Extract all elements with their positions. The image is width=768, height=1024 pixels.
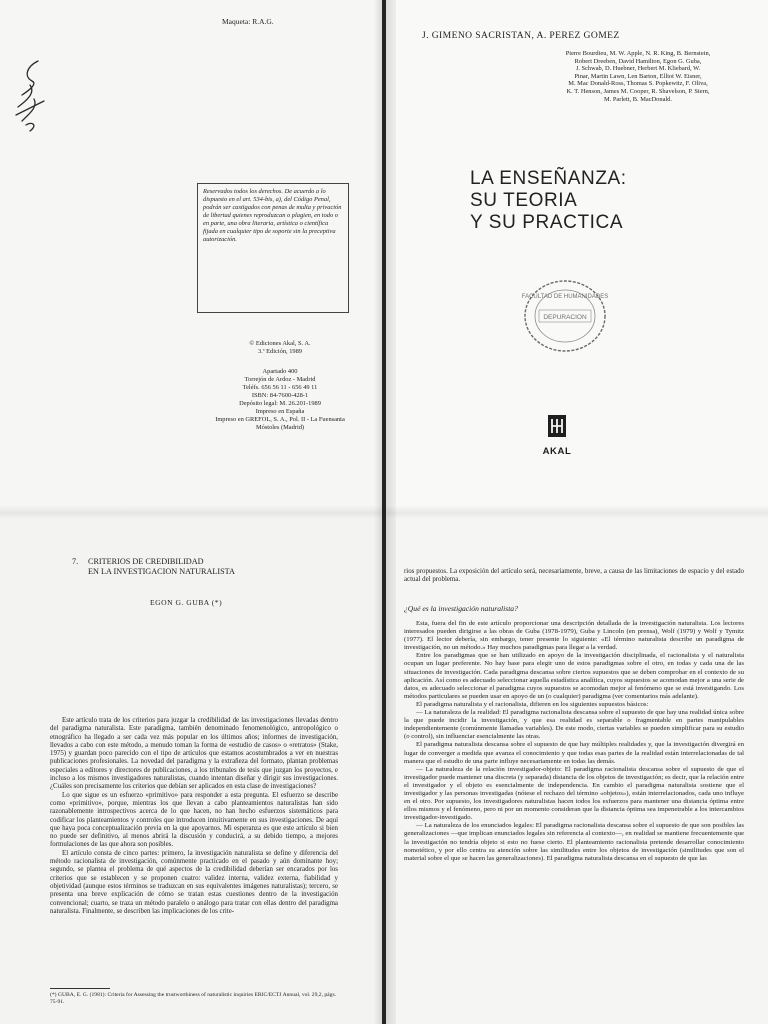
address-line: Móstoles (Madrid) (255, 424, 305, 431)
chapter-body (50, 717, 338, 916)
coauthor-line: M. Mac Donald-Ross, Thomas S. Popkewitz, F. Oliva, (568, 80, 708, 88)
maqueta-credit: Maqueta: R.A.G. (222, 17, 274, 26)
paragraph: Lo que sigue es un esfuerzo «primitivo» para responder a esta pregunta. El esfuerzo se describe como «primitivo», porque, mientras los que llevan a cabo planteamientos naturalistas han sido razonablemente introspectivos acerca de lo que hacen, no han hecho esfuerzos sistemáticos para codificar los planteamientos y controles que introducen intuitivamente en sus investigaciones. De aquí que haya poca conceptualización previa en la que apoyarnos. Mi esperanza es que este artículo si bien no puede ser definitivo, al menos abrirá la discusión y conducirá, a su debido tiempo, a mejores formulaciones de las que ahora son posibles. (50, 791, 338, 849)
stamp-top-text: FACULTAD DE HUMANIDADES (521, 294, 609, 300)
coauthor-line: Robert Dreeben, David Hamilton, Egon G. Guba, (574, 57, 702, 65)
footnote: (*) GUBA, E. G. (1981): Criteria for Assessing the trustworthiness of naturalistic inquiries ERIC/ECTJ Annual, vol. 29,2, págs. 75-91. (50, 992, 337, 1005)
coauthors-list (524, 50, 752, 103)
scan-seam-shadow (0, 505, 768, 519)
chapter-continuation-page (384, 512, 768, 1024)
footnote-divider (50, 988, 110, 989)
chapter-number: 7. (72, 557, 79, 566)
edition-line: 3.ª Edición, 1989 (257, 348, 302, 355)
title-line: Y SU PRACTICA (470, 212, 624, 233)
coauthor-line: Pierre Bourdieu, M. W. Apple, N. R. King, B. Bernstein, (565, 50, 711, 57)
isbn-line: ISBN: 84-7600-428-1 (251, 392, 309, 399)
publisher-name: AKAL (542, 446, 572, 457)
library-stamp (521, 277, 609, 355)
paragraph: Entre los paradigmas que se han utilizado en apoyo de la investigación disciplinada, el racionalista y el naturalista ocupan un lugar preferente. No hay base para elegir uno de estos paradigmas sobre el otro, en todas y cada una de las situaciones de investigación. Cada paradigma descansa sobre ciertos supuestos que se deben comprobar en el contexto de su aplicación. Así como es adecuado seleccionar aquella estadística analítica, cuyos supuestos se acomodan mejor a una serie de datos, es adecuado seleccionar el paradigma cuyos supuestos se acomodan mejor al fenómeno que se está investigando. Los métodos particulares se pueden usar en apoyo de un (o cualquier) paradigma (ver comentarios más adelante). (404, 652, 744, 700)
paragraph: — La naturaleza de los enunciados legales: El paradigma racionalista descansa sobre el supuesto de que son posibles las generalizaciones —que implican enunciados legales sin referencia al contexto—, en realidad se mantiene frecuentemente que la investigación no tendría objeto si esto no fuese cierto. El planteamiento racionalista pretende desarrollar conocimiento nomotético, y por ello centra su atención sobre las similitudes entre los objetos de investigación (similitudes que son el material sobre el que se hacen las generalizaciones). El paradigma naturalista descansa en el supuesto de que las (404, 822, 744, 862)
chapter-title-line: CRITERIOS DE CREDIBILIDAD (88, 557, 204, 566)
paragraph: — La naturaleza de la relación investigador-objeto: El paradigma racionalista descansa sobre el supuesto de que el investigador puede mantener una discreta (y separada) distancia de los objetos de investigación; es decir, que la relación entre el investigador y el objeto es esencialmente de independencia. En cambio el paradigma naturalista sostiene que el investigador y las personas investigadas (nótese el rechazo del término «objetos»), están interrelacionados, cada uno influye en el otro. Por supuesto, los investigadores naturalistas hacen todos los esfuerzos para mantener una distancia óptima entre ellos mismos y el fenómeno, pero ni por un momento consideran que la distancia óptima sea impenetrable a los intercambios investigador-investigado. (404, 765, 744, 822)
main-authors: J. GIMENO SACRISTAN, A. PEREZ GOMEZ (422, 30, 620, 41)
coauthor-line: Pinar, Martin Lawn, Len Barton, Elliot W. Eisner, (574, 72, 702, 80)
address-line: Impreso en España (255, 408, 305, 415)
printer-line: Impreso en GREFOL, S. A., Pol. II - La Fuensanta (215, 416, 345, 423)
paragraph: El paradigma naturalista descansa sobre el supuesto de que hay múltiples realidades y, que la investigación divergirá en lugar de converger a medida que avanza el conocimiento y que todas esas partes de la realidad están interrelacionadas de tal manera que el estudio de una parte influye necesariamente en todas las demás. (404, 741, 744, 765)
chapter-title (72, 557, 235, 576)
paragraph: El paradigma naturalista y el racionalista, difieren en los siguientes supuestos básicos: (416, 700, 649, 708)
paragraph: — La naturaleza de la realidad: El paradigma racionalista descansa sobre el supuesto de que hay una realidad única sobre la que puede incidir la investigación, y que esa realidad es separable o fragmentable en partes manipulables independientemente (comúnmente llamadas variables). De este modo, ciertas variables se pueden simplificar para su estudio (o control), sin influenciar esencialmente las otras. (404, 709, 744, 741)
chapter-author: EGON G. GUBA (*) (150, 598, 223, 607)
paragraph: Este artículo trata de los criterios para juzgar la credibilidad de las investigaciones llevadas dentro del paradigma naturalista. Este paradigma, también denominado fenomenológico, antropológico o etnográfico ha llegado a ser cada vez más popular en los últimos años; informes de investigación, llevados a cabo con este método, a menudo toman la forma de «estudio de casos» o «retratos» (Stake, 1975) y guardan poco parecido con el tipo de artículos que estamos acostumbrados a ver en nuestras publicaciones profesionales. La novedad del paradigma y la extrañeza del formato, plantan problemas especiales a editores y directores de publicaciones, a los tribunales de tesis que juzgan los proyectos, e incluso a los mismos investigadores naturalistas, cuando intentan diseñar y dirigir sus investigaciones. ¿Cuáles son precisamente los criterios que debían ser aplicados en esta clase de investigaciones? (50, 717, 338, 791)
coauthor-line: M. Parlett, B. MacDonald. (604, 95, 672, 103)
title-line: SU TEORIA (470, 190, 578, 211)
paragraph: El artículo consta de cinco partes: primero, la investigación naturalista se define y diferencia del método racionalista de investigación, comúnmente practicado en el pasado y aún dominante hoy; segundo, se plantea el problema de qué aspectos de la credibilidad deberían ser encarados por los criterios que se establecen y se proponen cuatro: validez interna, validez externa, fiabilidad y objetividad (aunque estos términos se traduzcan en sus equivalentes imágenes naturalistas); tercero, se presenta una breve explicación de cómo se tratan estas cuestiones dentro de la investigación convencional; cuarto, se traza un método paralelo o análogo para tratar con ellas dentro del paradigma naturalista. Finalmente, se describen las implicaciones de los crite- (50, 849, 338, 915)
section-body (404, 620, 744, 863)
stamp-center-text: DEPURACION (543, 314, 587, 321)
address-line: Teléfs. 656 56 11 - 656 49 11 (242, 384, 318, 391)
section-heading: ¿Qué es la investigación naturalista? (404, 604, 518, 613)
paragraph: Esta, fuera del fin de este artículo proporcionar una descripción detallada de la investigación naturalista. Los lectores interesados pueden dirigirse a las obras de Guba (1978-1979), Guba y Lincoln (en prensa), Wolf (1979) y Wolf y Tymitz (1977). El lector debería, sin embargo, tener presente lo siguiente: «El término naturalista describe un paradigma de investigación, no un método.» Hay muchos paradigmas para llegar a la verdad. (404, 620, 744, 652)
chapter-title-line: EN LA INVESTIGACION NATURALISTA (88, 566, 235, 576)
coauthor-line: K. T. Henson, James M. Cooper, R. Shavelson, P. Stern, (566, 87, 710, 95)
title-page (384, 0, 768, 512)
handwritten-annotation (8, 55, 58, 135)
publication-info (200, 340, 360, 432)
address-line: Apartado 400 (262, 368, 298, 375)
legal-deposit-line: Depósito legal: M. 26.201-1989 (239, 400, 321, 407)
rights-notice: Reservados todos los derechos. De acuerdo a lo dispuesto en el art. 534-bis, a), del Código Penal, podrán ser castigados con penas de multa y privación de libertad quienes reproduzcan o plagien, en todo o en parte, una obra literaria, artística o científica fijada en cualquier tipo de soporte sin la preceptiva autorización. (197, 183, 349, 313)
coauthor-line: J. Schwab, D. Huebner, Herbert M. Kliebard, W. (575, 65, 701, 73)
akal-logo-icon (546, 413, 568, 439)
copyright-page (0, 0, 384, 512)
book-title (470, 168, 627, 234)
chapter-start-page (0, 512, 384, 1024)
address-line: Torrejón de Ardoz - Madrid (244, 376, 316, 383)
title-line: LA ENSEÑANZA: (470, 168, 627, 189)
continuation-text: rios propuestos. La exposición del artículo será, necesariamente, breve, a causa de las limitaciones de espacio y del estado actual del problema. (404, 568, 744, 584)
publisher-logo (540, 413, 574, 457)
copyright-line: © Ediciones Akal, S. A. (249, 340, 311, 347)
